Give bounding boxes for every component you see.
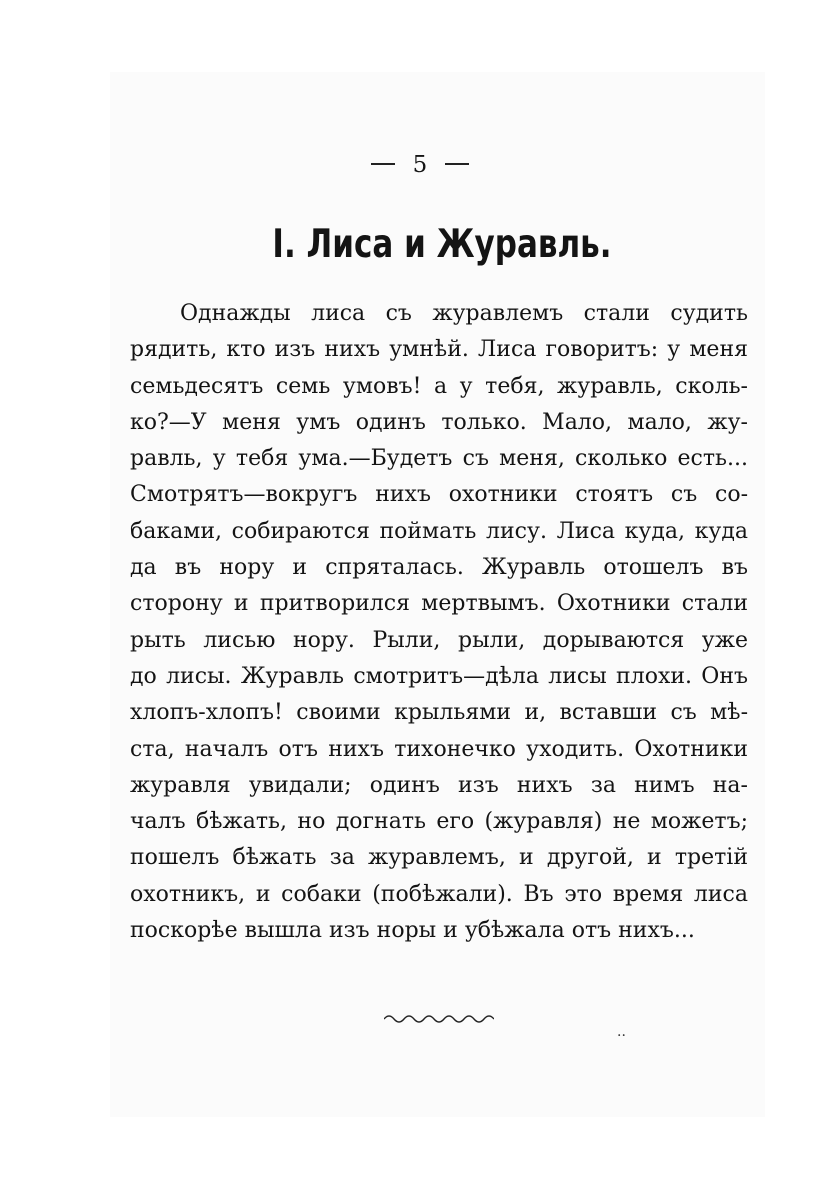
text-line: равль, у тебя ума.—Будетъ съ меня, сколько есть...: [130, 446, 748, 472]
text-line: пошелъ бѣжать за журавлемъ, и другой, и третій: [130, 845, 748, 871]
text-line: Однажды лиса съ журавлемъ стали судить: [180, 301, 748, 326]
text-line: охотникъ, и собаки (побѣжали). Въ это время лиса: [130, 881, 748, 907]
page-number: [0, 152, 840, 178]
ink-speck-decoration: ··: [617, 1028, 626, 1044]
text-line: журавля увидали; одинъ изъ нихъ за нимъ на-: [130, 772, 748, 798]
right-dash-decoration: [445, 163, 469, 165]
text-line: хлопъ-хлопъ! своими крыльями и, вставши съ мѣ-: [130, 700, 748, 726]
text-line: семьдесятъ семь умовъ! а у тебя, журавль, сколь-: [130, 373, 748, 399]
text-line: Смотрятъ—вокругъ нихъ охотники стоятъ съ со-: [130, 482, 748, 508]
text-line: баками, собираются поймать лису. Лиса куда, куда: [130, 518, 748, 544]
text-line: рыть лисью нору. Рыли, рыли, дорываются уже: [130, 627, 748, 653]
text-line: ста, началъ отъ нихъ тихонечко уходить. Охотники: [130, 736, 748, 762]
left-dash-decoration: [371, 163, 395, 165]
page-number-text: 5: [412, 152, 428, 178]
text-line: до лисы. Журавль смотритъ—дѣла лисы плохи. Онъ: [130, 663, 748, 689]
text-line: да въ нору и спряталась. Журавль отошелъ въ: [130, 555, 748, 581]
text-line: поскорѣе вышла изъ норы и убѣжала отъ нихъ...: [130, 918, 695, 944]
text-line: сторону и притворился мертвымъ. Охотники стали: [130, 591, 748, 617]
text-line: ко?—У меня умъ одинъ только. Мало, мало, жу-: [130, 409, 748, 435]
text-line: рядить, кто изъ нихъ умнѣй. Лиса говоритъ: у меня: [130, 337, 748, 363]
chapter-title: I. Лиса и Журавль.: [272, 222, 612, 267]
wavy-ornament-icon: [384, 1010, 494, 1024]
story-text: [130, 296, 748, 949]
text-line: чалъ бѣжать, но догнать его (журавля) не можетъ;: [130, 809, 748, 835]
